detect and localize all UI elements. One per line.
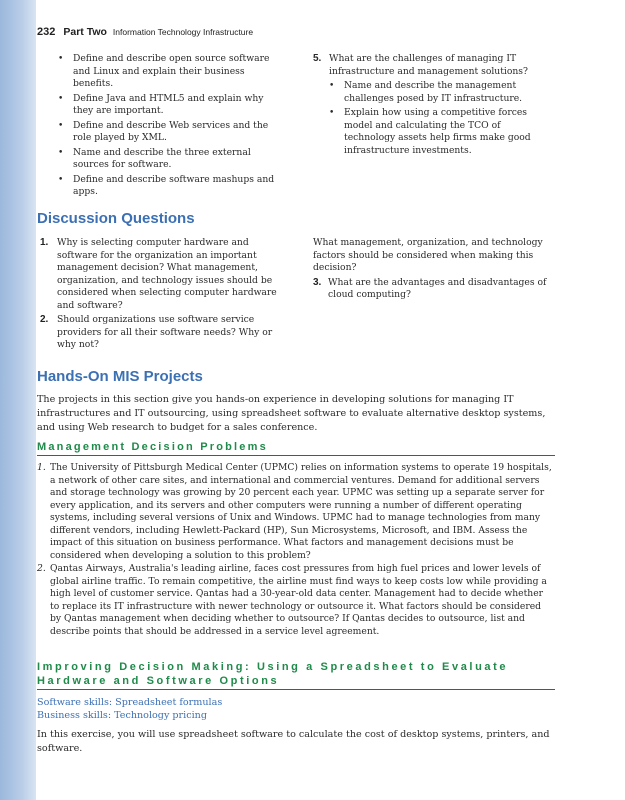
discussion-right-column (313, 237, 554, 304)
page-number: 232 (37, 26, 56, 38)
hands-on-title: Hands-On MIS Projects (37, 368, 203, 385)
objective-question (313, 53, 554, 78)
bullet-icon: • (58, 147, 64, 158)
bullet-icon: • (58, 120, 64, 131)
running-header (37, 26, 253, 38)
part-title: Information Technology Infrastructure (112, 27, 254, 37)
list-item: • Define and describe software mashups and apps. (58, 173, 275, 197)
discussion-question (313, 277, 554, 302)
bullet-icon: • (58, 93, 64, 104)
item-number: 2. (37, 563, 46, 574)
question-text: What are the challenges of managing IT infrastructure and management solutions? (329, 53, 528, 77)
discussion-questions-title: Discussion Questions (37, 210, 195, 227)
list-item (37, 462, 555, 562)
question-number: 2. (40, 314, 49, 325)
item-number: 1. (37, 462, 46, 473)
list-item (37, 563, 555, 638)
question-text: Why is selecting computer hardware and software for the organization an important management decision? What management, organization, and technology issues should be considered when selecting computer hardware and software? (57, 237, 277, 311)
question-number: 1. (40, 237, 49, 248)
list-item: • Explain how using a competitive forces model and calculating the TCO of technology assets help firms make good infrastructure investments. (329, 107, 531, 156)
question-number: 5. (313, 53, 322, 64)
business-skills: Business skills: Technology pricing (37, 710, 207, 721)
discussion-question (37, 314, 284, 352)
bullet-icon: • (329, 108, 335, 118)
skills-block (37, 696, 222, 722)
exercise-text: In this exercise, you will use spreadsheet software to calculate the cost of desktop systems, printers, and software. (37, 729, 550, 754)
objectives-right-column (313, 53, 554, 159)
list-item: • Name and describe the three external sources for software. (58, 146, 251, 170)
list-item: • Define and describe open source software and Linux and explain their business benefits. (58, 53, 270, 89)
left-color-band (0, 0, 36, 800)
part-label: Part Two (63, 26, 107, 38)
discussion-left-column (37, 237, 284, 354)
software-skills: Software skills: Spreadsheet formulas (37, 697, 223, 708)
management-decision-heading: Management Decision Problems (37, 440, 555, 456)
question-number: 3. (313, 276, 322, 288)
question-text: Should organizations use software service providers for all their software needs? Why or why not? (57, 314, 273, 350)
objectives-left-column (56, 53, 284, 201)
item-text: Qantas Airways, Australia's leading airline, faces cost pressures from high fuel prices and lower levels of global airline traffic. To remain competitive, the airline must find ways to keep costs low while providing a high level of customer service. Qantas had a 30-year-old data center. Management had to decide whether to replace its IT infrastructure with newer technology or outsource it. What factors should be considered by Qantas management when deciding whether to outsource? If Qantas decides to outsource, list and describe points that should be addressed in a service level agreement. (50, 563, 547, 637)
list-item: • Define and describe Web services and the role played by XML. (58, 119, 269, 143)
hands-on-intro: The projects in this section give you hands-on experience in developing solutions for managing IT infrastructures and IT outsourcing, using spreadsheet software to evaluate alternative desktop systems, and using Web research to budget for a sales conference. (37, 394, 546, 433)
management-problems-list (37, 462, 555, 639)
list-item: • Define Java and HTML5 and explain why they are important. (58, 92, 264, 116)
bullet-icon: • (58, 54, 64, 64)
improving-decision-heading: Improving Decision Making: Using a Spreadsheet to Evaluate Hardware and Software Options (37, 660, 555, 690)
bullet-icon: • (329, 81, 335, 91)
question-text: What are the advantages and disadvantages of cloud computing? (328, 276, 547, 300)
question-continued-text: What management, organization, and technology factors should be considered when making this decision? (313, 237, 543, 273)
item-text: The University of Pittsburgh Medical Center (UPMC) relies on information systems to operate 19 hospitals, a network of other care sites, and international and commercial ventures. Demand for additional servers and storage technology was growing by 20 percent each year. UPMC was setting up a separate server for every application, and its servers and other computers were running a number of different operating systems, including several versions of Unix and Windows. UPMC had to manage technologies from many different vendors, including Hewlett-Packard (HP), Sun Microsystems, Microsoft, and IBM. Assess the impact of this situation on business performance. What factors and management decisions must be considered when developing a solution to this problem? (50, 462, 552, 561)
list-item: • Name and describe the management challenges posed by IT infrastructure. (329, 80, 523, 104)
discussion-question (37, 237, 284, 312)
bullet-icon: • (58, 174, 64, 185)
